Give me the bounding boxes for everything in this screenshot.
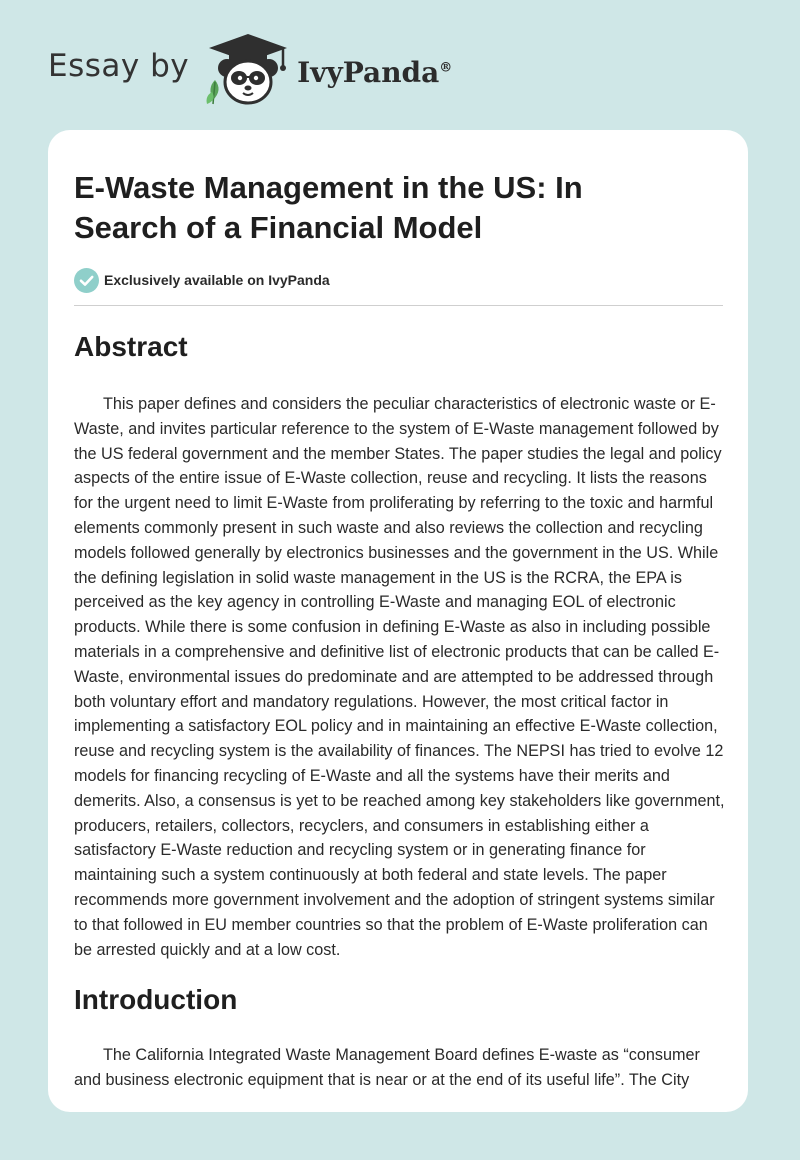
abstract-heading: Abstract bbox=[74, 331, 188, 362]
site-header bbox=[48, 30, 452, 110]
exclusive-badge bbox=[74, 267, 722, 293]
introduction-section bbox=[74, 983, 722, 1093]
article-card bbox=[48, 130, 748, 1112]
abstract-section bbox=[74, 330, 725, 962]
introduction-heading: Introduction bbox=[74, 984, 238, 1016]
introduction-paragraph: The California Integrated Waste Management Board defines E-waste as “consumer and business electronic equipment that is near or at the end of its useful life”. The City bbox=[74, 1046, 700, 1090]
article-title: E-Waste Management in the US: In Search of a Financial Model bbox=[74, 170, 583, 245]
abstract-paragraph: This paper defines and considers the peculiar characteristics of electronic waste or E-Waste, and invites particular reference to the system of E-Waste management followed by the US federal government and the member States. The paper studies the legal and policy aspects of the entire issue of E-Waste collection, reuse and recycling. It lists the reasons for the urgent need to limit E-Waste from proliferating by referring to the toxic and harmful elements commonly present in such waste and also reviews the collection and recycling models followed generally by electronics businesses and the government in the US. While the defining legislation in solid waste management in the US is the RCRA, the EPA is perceived as the key agency in controlling E-Waste and managing EOL of electronic products. While there is some confusion in defining E-Waste as also in including possible materials in a comprehensive and definitive list of electronic products that can be called E-Waste, environmental issues do predominate and are attempted to be addressed through both voluntary effort and mandatory regulations. However, the most critical factor in implementing a satisfactory EOL policy and in maintaining an effective E-Waste collection, reuse and recycling system is the availability of finances. The NEPSI has tried to evolve 12 models for financing recycling of E-Waste and all the systems have their merits and demerits. Also, a consensus is yet to be reached among key stakeholders like government, producers, retailers, collectors, recyclers, and consumers in establishing either a satisfactory E-Waste reduction and recycling system or in generating finance for maintaining such a system continuously at both federal and state levels. The paper recommends more government involvement and the adoption of stringent systems similar to that followed in EU member countries so that the problem of E-Waste proliferation can be arrested quickly and at a low cost. bbox=[74, 395, 725, 959]
check-circle-icon bbox=[74, 268, 99, 293]
exclusive-badge-text: Exclusively available on IvyPanda bbox=[104, 272, 330, 288]
brand-name[interactable] bbox=[297, 56, 452, 89]
panda-logo-icon[interactable] bbox=[203, 30, 293, 110]
essay-by-label: Essay by bbox=[48, 48, 190, 84]
registered-mark: ® bbox=[439, 60, 453, 76]
brand-name-text: IvyPanda bbox=[297, 55, 440, 89]
title-divider bbox=[74, 305, 723, 306]
